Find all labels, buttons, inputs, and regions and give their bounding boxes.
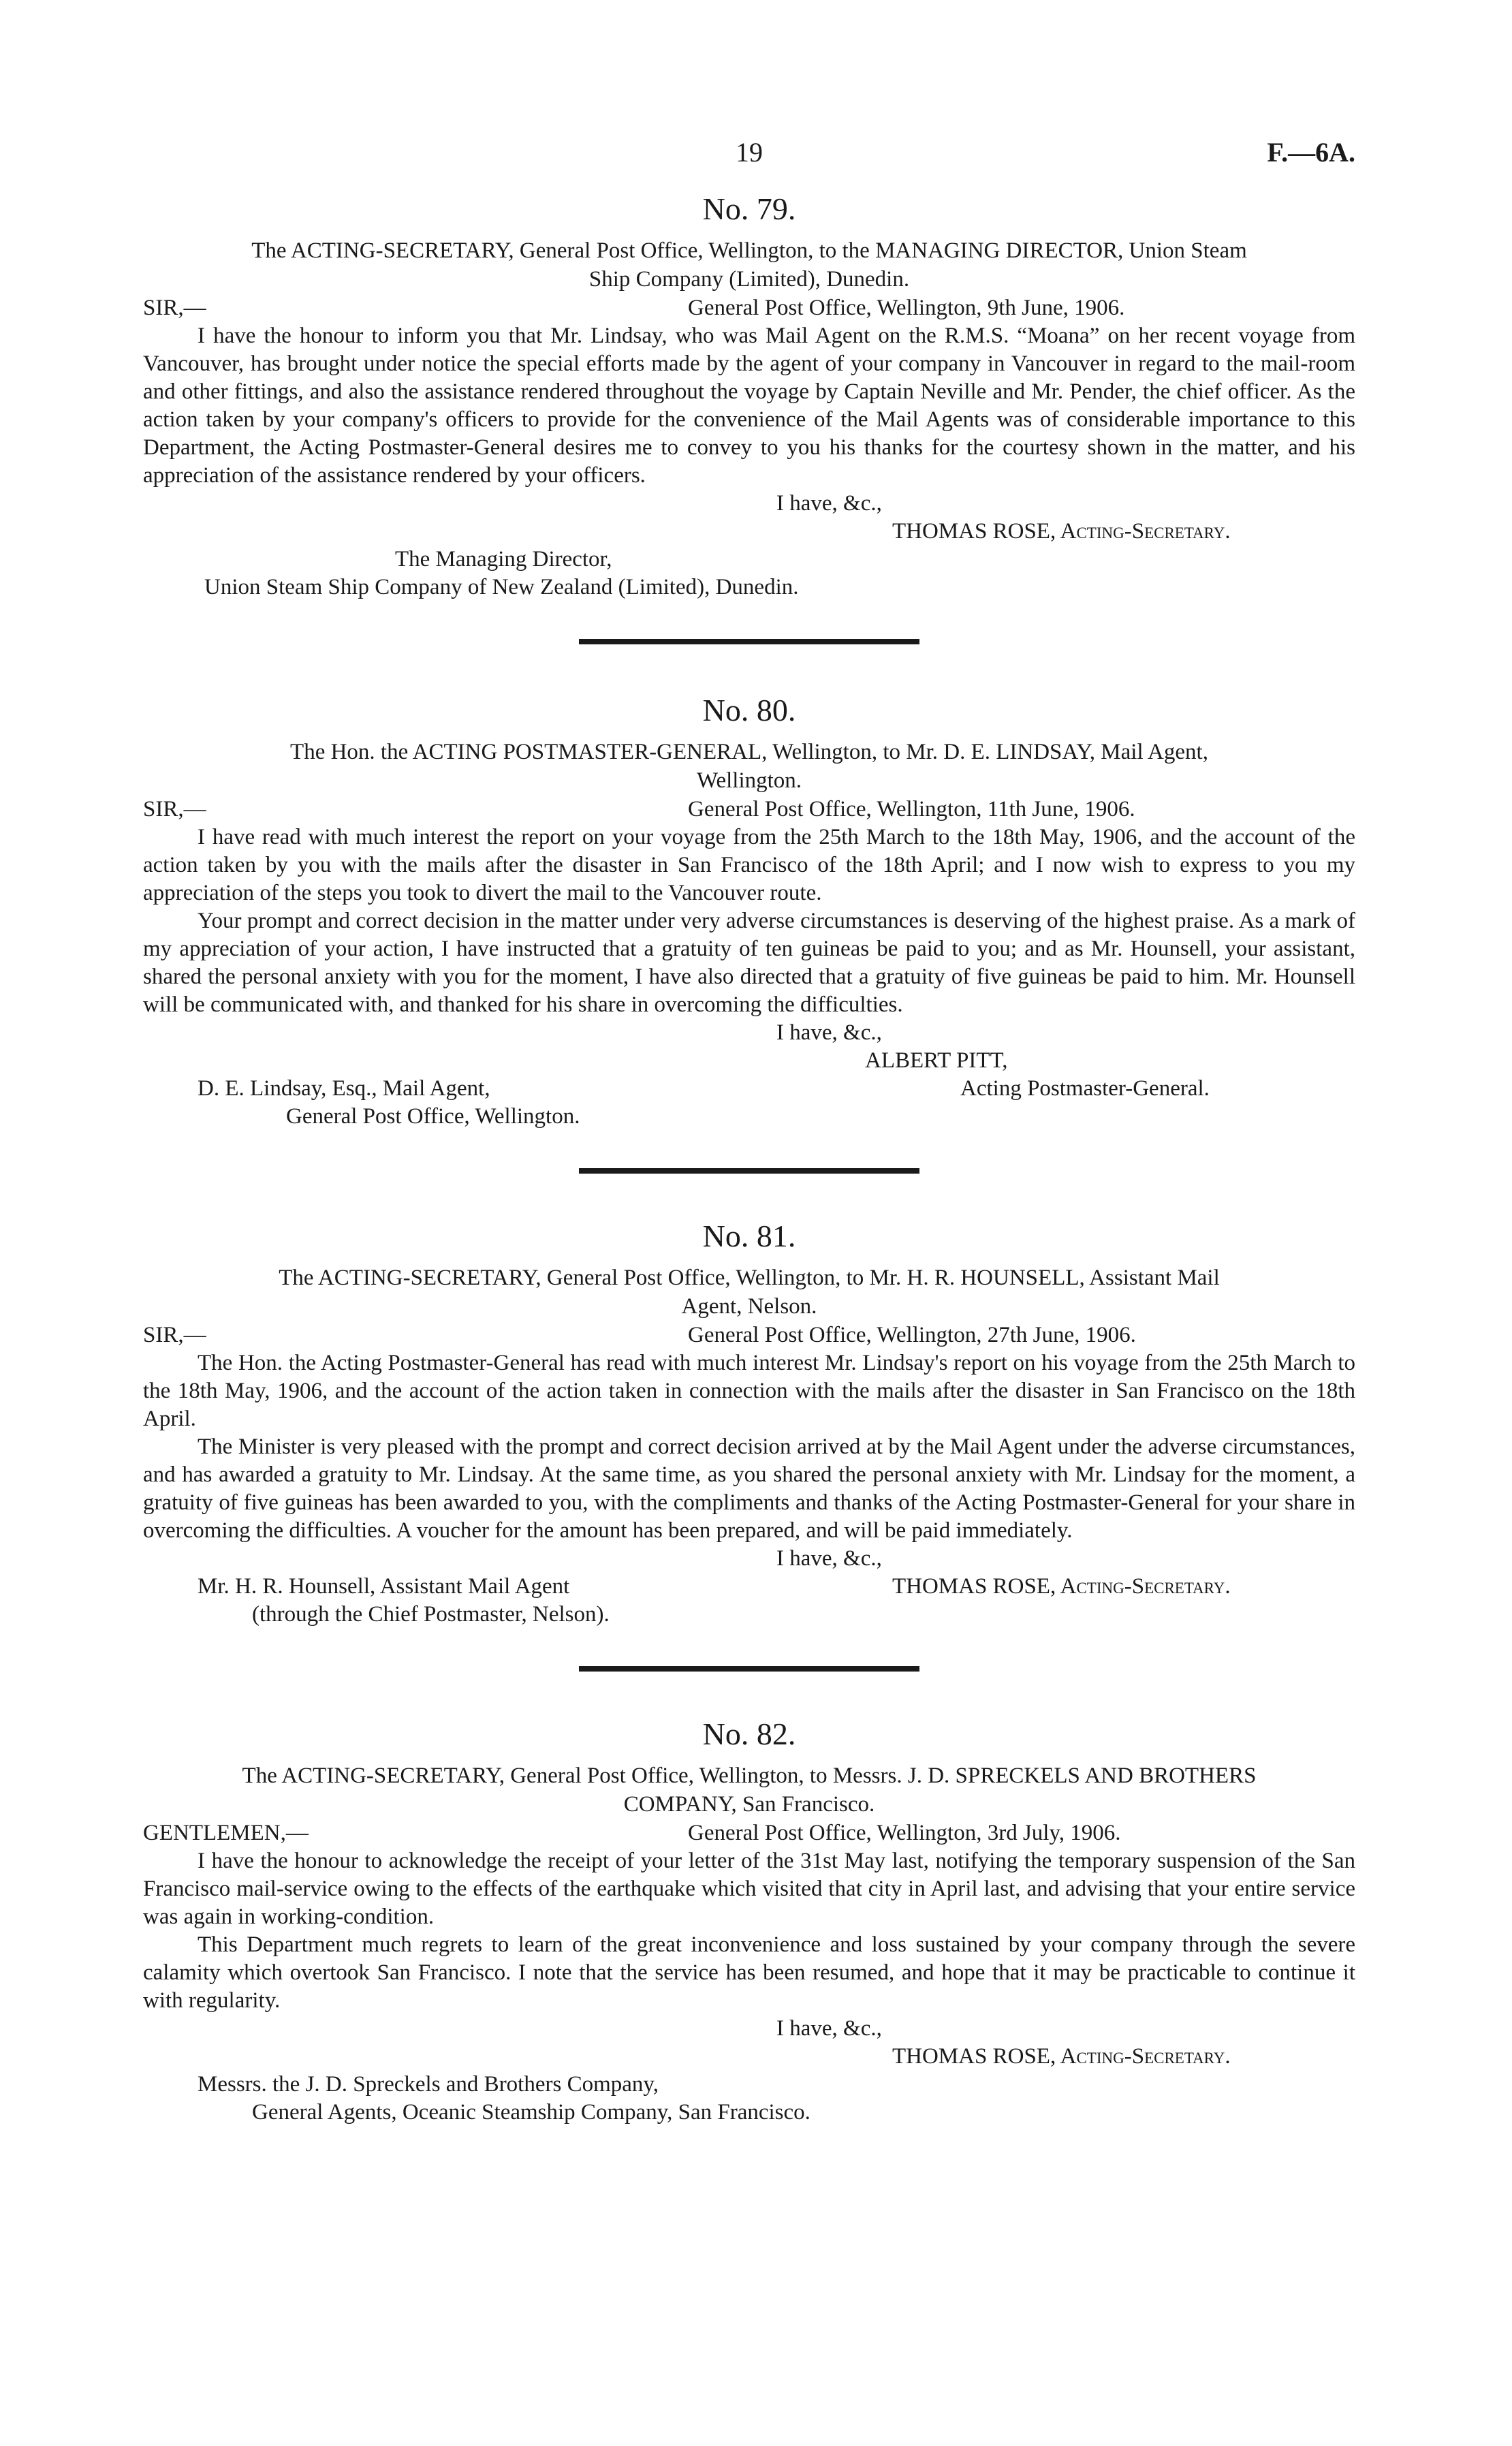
recipient-signature-row xyxy=(143,1573,1355,1601)
signature-title: Acting Postmaster-General. xyxy=(960,1076,1210,1101)
address-line: Ship Company (Limited), Dunedin. xyxy=(588,267,910,292)
letter-address xyxy=(143,738,1355,795)
letter-79 xyxy=(143,191,1355,601)
recipient-signature-row xyxy=(143,1075,1355,1103)
signature: THOMAS ROSE, Acting-Secretary. xyxy=(892,2044,1231,2069)
signature-name: ALBERT PITT, xyxy=(865,1048,1008,1073)
salutation-date-row xyxy=(143,1819,1355,1847)
letter-date: General Post Office, Wellington, 27th June, 1906. xyxy=(688,1323,1136,1347)
closing-phrase: I have, &c., xyxy=(776,2016,882,2041)
letter-number: No. 81. xyxy=(702,1219,796,1253)
recipient-line: Mr. H. R. Hounsell, Assistant Mail Agent xyxy=(198,1574,570,1599)
letter-80 xyxy=(143,692,1355,1131)
section-divider xyxy=(579,1666,919,1672)
salutation-date-row xyxy=(143,795,1355,824)
letter-number: No. 82. xyxy=(702,1716,796,1751)
page-header xyxy=(143,136,1355,184)
closing-phrase: I have, &c., xyxy=(776,1546,882,1571)
closing-block xyxy=(143,1019,1355,1131)
letter-paragraph: I have read with much interest the report on your voyage from the 25th March to the 18th May, 1906, and the account of the action taken by you with the mails after the disaster in San Francisco of the 18th April; and I now wish to express to you my appreciation of the steps you took to divert the mail to the Vancouver route. xyxy=(143,825,1355,905)
letter-date: General Post Office, Wellington, 3rd July, 1906. xyxy=(688,1821,1121,1845)
letter-paragraph: The Hon. the Acting Postmaster-General has read with much interest Mr. Lindsay's report on his voyage from the 25th March to the 18th May, 1906, and the account of the action taken in connection with the mails after the disaster in San Francisco on the 18th April. xyxy=(143,1351,1355,1431)
section-divider xyxy=(579,639,919,644)
salutation-date-row xyxy=(143,294,1355,322)
recipient-line: D. E. Lindsay, Esq., Mail Agent, xyxy=(198,1076,490,1101)
letter-number: No. 80. xyxy=(702,693,796,727)
salutation: SIR,— xyxy=(143,797,206,821)
document-reference: F.—6A. xyxy=(1267,137,1355,168)
recipient-line: General Post Office, Wellington. xyxy=(286,1104,580,1129)
closing-block xyxy=(143,1545,1355,1629)
address-line: COMPANY, San Francisco. xyxy=(623,1792,875,1817)
letter-paragraph: The Minister is very pleased with the prompt and correct decision arrived at by the Mail Agent under the adverse circumstances, and has awarded a gratuity to Mr. Lindsay. At the same time, as you shared the personal anxiety with Mr. Lindsay for the moment, a gratuity of five guineas has been awarded to you, with the compliments and thanks of the Acting Postmaster-General for your share in overcoming the difficulties. A voucher for the amount has been prepared, and will be paid immediately. xyxy=(143,1434,1355,1543)
recipient-line: Union Steam Ship Company of New Zealand (Limited), Dunedin. xyxy=(204,575,799,599)
closing-block xyxy=(143,2015,1355,2127)
salutation-date-row xyxy=(143,1321,1355,1349)
salutation: SIR,— xyxy=(143,1323,206,1347)
letter-81 xyxy=(143,1218,1355,1629)
letter-paragraph: I have the honour to inform you that Mr. Lindsay, who was Mail Agent on the R.M.S. “Moana” on her recent voyage from Vancouver, has brought under notice the special efforts made by the agent of your company in Vancouver in regard to the mail-room and other fittings, and also the assistance rendered throughout the voyage by Captain Neville and Mr. Pender, the chief officer. As the action taken by your company's officers to provide for the convenience of the Mail Agents was of considerable importance to this Department, the Acting Postmaster-General desires me to convey to you his thanks for the courtesy shown in the matter, and his appreciation of the assistance rendered by your officers. xyxy=(143,324,1355,488)
document-page xyxy=(143,136,1355,2127)
signature: THOMAS ROSE, Acting-Secretary. xyxy=(892,1574,1231,1599)
letter-address xyxy=(143,1264,1355,1321)
closing-phrase: I have, &c., xyxy=(776,1020,882,1045)
closing-block xyxy=(143,490,1355,601)
salutation: GENTLEMEN,— xyxy=(143,1821,309,1845)
signature: THOMAS ROSE, Acting-Secretary. xyxy=(892,519,1231,544)
letter-address xyxy=(143,236,1355,294)
address-line: The Hon. the ACTING POSTMASTER-GENERAL, Wellington, to Mr. D. E. LINDSAY, Mail Agent, xyxy=(290,740,1208,764)
recipient-line: Messrs. the J. D. Spreckels and Brothers Company, xyxy=(198,2072,659,2097)
address-line: The ACTING-SECRETARY, General Post Office, Wellington, to the MANAGING DIRECTOR, Union Steam xyxy=(251,238,1247,263)
address-line: Agent, Nelson. xyxy=(681,1294,817,1319)
letter-address xyxy=(143,1761,1355,1819)
letter-paragraph: This Department much regrets to learn of the great inconvenience and loss sustained by your company through the severe calamity which overtook San Francisco. I note that the service has been resumed, and hope that it may be practicable to continue it with regularity. xyxy=(143,1932,1355,2013)
salutation: SIR,— xyxy=(143,296,206,320)
recipient-line: (through the Chief Postmaster, Nelson). xyxy=(252,1602,610,1627)
closing-phrase: I have, &c., xyxy=(776,491,882,516)
letter-82 xyxy=(143,1716,1355,2127)
address-line: The ACTING-SECRETARY, General Post Office, Wellington, to Mr. H. R. HOUNSELL, Assistant Mail xyxy=(279,1266,1220,1290)
section-divider xyxy=(579,1168,919,1174)
letter-date: General Post Office, Wellington, 11th June, 1906. xyxy=(688,797,1135,821)
recipient-line: General Agents, Oceanic Steamship Company, San Francisco. xyxy=(252,2100,810,2124)
recipient-line: The Managing Director, xyxy=(395,547,612,571)
page-number: 19 xyxy=(736,137,763,168)
letter-paragraph: Your prompt and correct decision in the matter under very adverse circumstances is deserving of the highest praise. As a mark of my appreciation of your action, I have instructed that a gratuity of ten guineas be paid to you; and as Mr. Hounsell, your assistant, shared the personal anxiety with you for the moment, I have also directed that a gratuity of five guineas be paid to him. Mr. Hounsell will be communicated with, and thanked for his share in overcoming the difficulties. xyxy=(143,909,1355,1017)
letter-number: No. 79. xyxy=(702,191,796,226)
letter-date: General Post Office, Wellington, 9th June, 1906. xyxy=(688,296,1125,320)
address-line: The ACTING-SECRETARY, General Post Office, Wellington, to Messrs. J. D. SPRECKELS AND BROTHERS xyxy=(242,1763,1257,1788)
address-line: Wellington. xyxy=(696,768,802,793)
letter-paragraph: I have the honour to acknowledge the receipt of your letter of the 31st May last, notifying the temporary suspension of the San Francisco mail-service owing to the effects of the earthquake which visited that city in April last, and advising that your entire service was again in working-condition. xyxy=(143,1849,1355,1929)
